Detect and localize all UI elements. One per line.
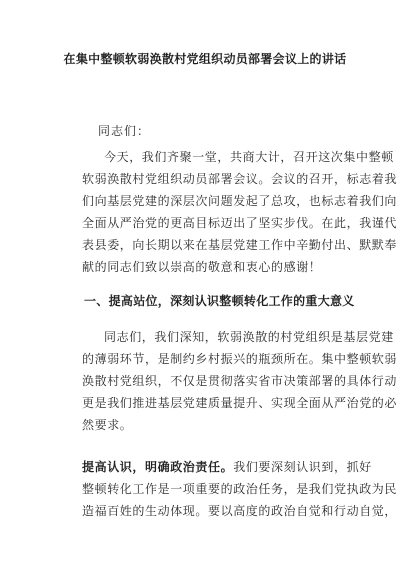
- section-heading: 一、提高站位，深刻认识整顿转化工作的重大意义: [84, 294, 355, 308]
- subsection-paragraph: [82, 456, 398, 522]
- paragraph-line: 同志们，我们深知，软弱涣散的村党组织是基层党建: [104, 330, 394, 344]
- paragraph-line: 今天，我们齐聚一堂，共商大计，召开这次集中整顿: [104, 150, 394, 164]
- opening-paragraph: [82, 146, 398, 278]
- paragraph-line: 整顿转化工作是一项重要的政治任务，是我们党执政为民: [82, 482, 398, 496]
- greeting: 同志们：: [98, 124, 151, 138]
- paragraph-line: 软弱涣散村党组织动员部署会议。会议的召开，标志着我: [82, 172, 398, 186]
- paragraph-line: 献的同志们致以崇高的敬意和衷心的感谢！: [82, 260, 322, 274]
- paragraph-line: 们向基层党建的深层次问题发起了总攻，也标志着我们向: [82, 194, 398, 208]
- document-title: 在集中整顿软弱涣散村党组织动员部署会议上的讲话: [63, 52, 347, 66]
- paragraph-line: [82, 456, 372, 478]
- paragraph-line: 更是我们推进基层党建质量提升、实现全面从严治党的必: [82, 396, 398, 410]
- paragraph-line: 全面从严治党的更高目标迈出了坚实步伐。在此，我谨代: [82, 216, 398, 230]
- paragraph-line: 涣散村党组织，不仅是贯彻落实省市决策部署的具体行动: [82, 374, 398, 388]
- subsection-lead-rest: 我们要深刻认识到，抓好: [233, 460, 372, 474]
- subsection-lead: 提高认识，明确政治责任。: [82, 460, 234, 474]
- paragraph-line: 的薄弱环节，是制约乡村振兴的瓶颈所在。集中整顿软弱: [82, 352, 398, 366]
- paragraph-line: 造福百姓的生动体现。要以高度的政治自觉和行动自觉，: [82, 504, 398, 518]
- paragraph-line: 然要求。: [82, 418, 133, 432]
- paragraph-line: 表县委，向长期以来在基层党建工作中辛勤付出、默默奉: [82, 238, 398, 252]
- section-paragraph: [82, 326, 398, 436]
